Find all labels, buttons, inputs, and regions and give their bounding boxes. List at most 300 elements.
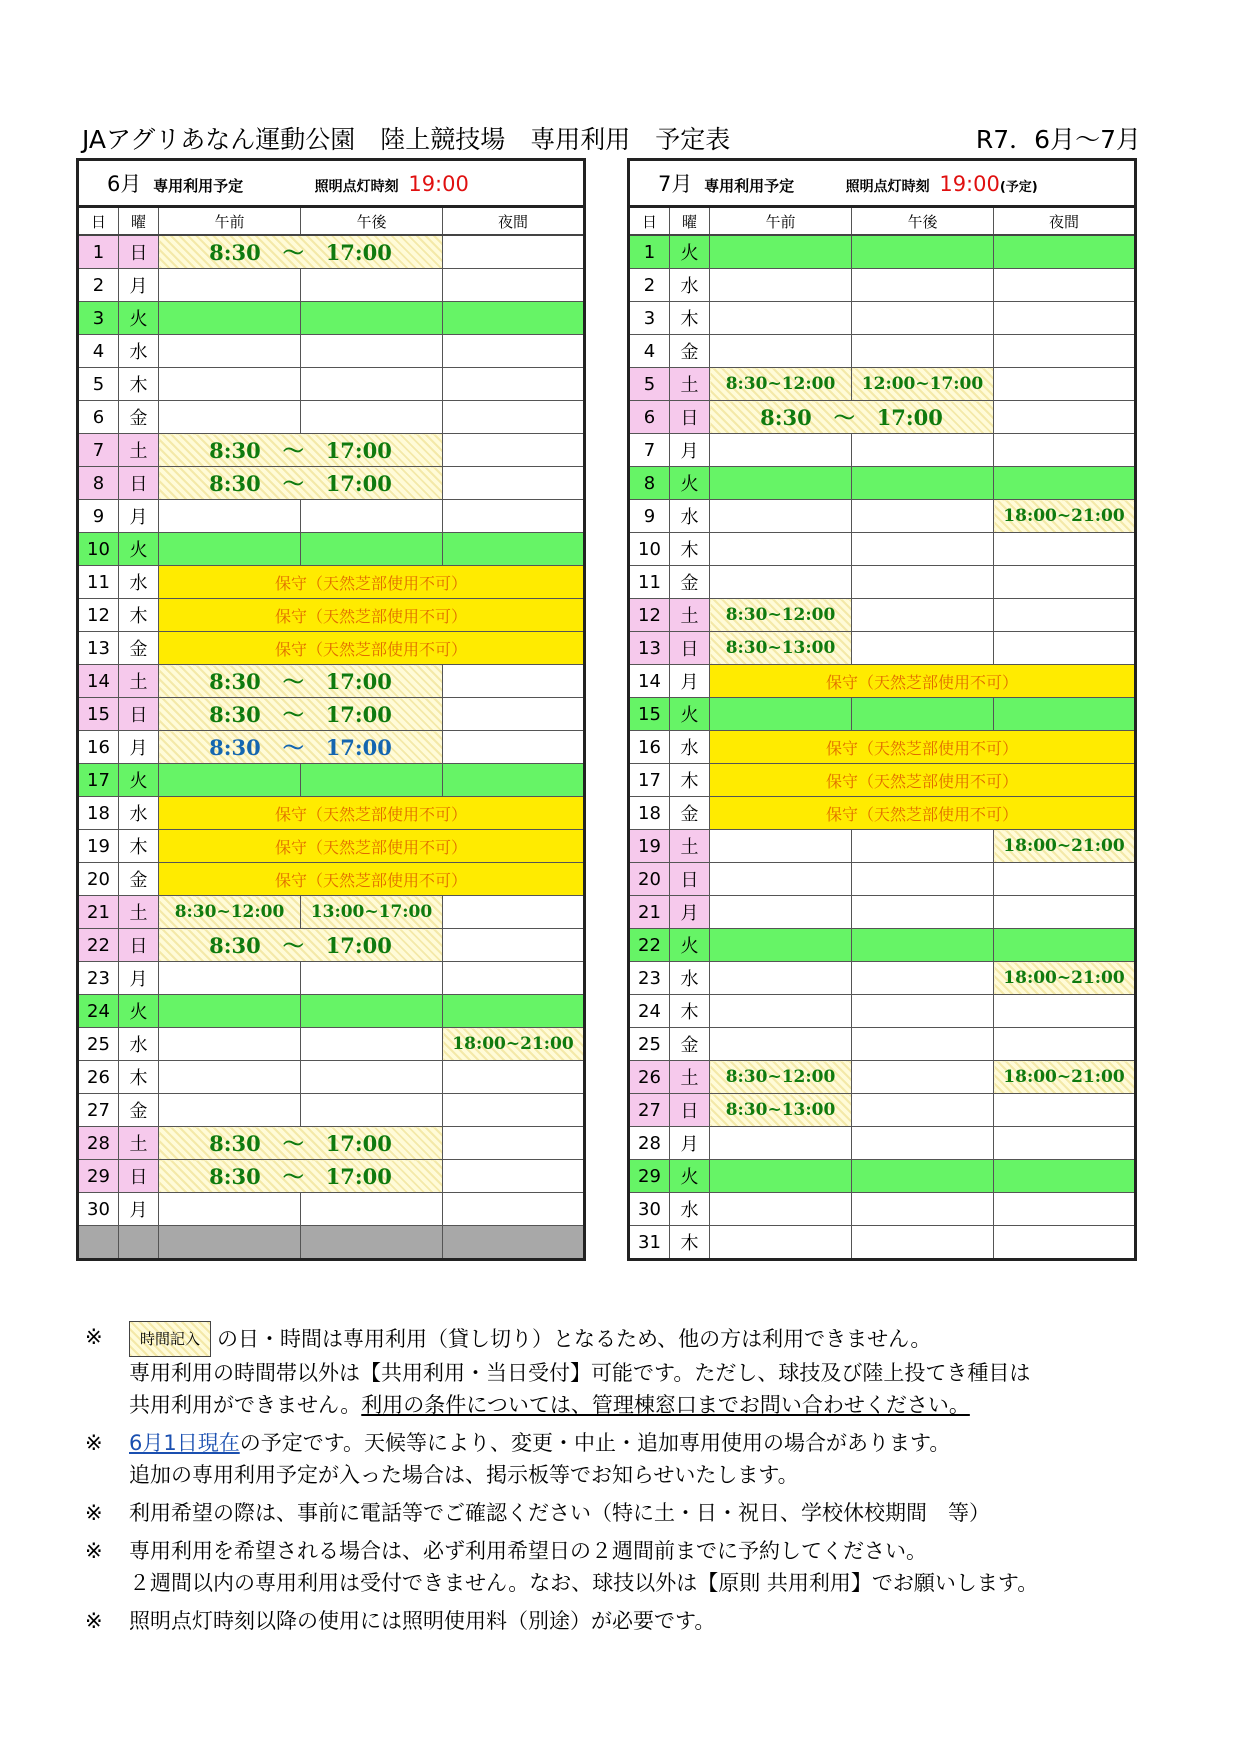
pm-cell: [852, 434, 994, 467]
table-row: [629, 896, 1136, 929]
weekday-cell: 水: [119, 1028, 159, 1061]
night-cell: [994, 533, 1136, 566]
am-cell: [710, 401, 994, 434]
pm-cell: [301, 962, 443, 995]
day-cell: 3: [629, 302, 670, 335]
month-label: 6月: [107, 172, 142, 196]
night-cell: [443, 1061, 585, 1094]
table-row: [629, 764, 1136, 797]
weekday-cell: 水: [119, 797, 159, 830]
night-cell: [994, 632, 1136, 665]
weekday-cell: 水: [670, 962, 710, 995]
night-cell: [994, 335, 1136, 368]
weekday-cell: 木: [670, 533, 710, 566]
note-2-line-1: の予定です。天候等により、変更・中止・追加専用使用の場合があります。: [239, 1431, 951, 1455]
end-time: 17:00: [325, 702, 392, 727]
weekday-cell: 土: [119, 665, 159, 698]
maintenance-cell: 保守（天然芝部使用不可）: [159, 566, 585, 599]
night-cell: [994, 566, 1136, 599]
am-cell: [159, 962, 301, 995]
pm-cell: [852, 566, 994, 599]
night-cell: [994, 235, 1136, 269]
day-cell: 22: [629, 929, 670, 962]
day-cell: 11: [78, 566, 119, 599]
weekday-cell: 土: [119, 434, 159, 467]
table-row: [78, 1160, 585, 1193]
table-row: [629, 665, 1136, 698]
july-header: [629, 160, 1136, 207]
col-pm: 午後: [301, 207, 443, 236]
table-row: [629, 434, 1136, 467]
day-cell: 15: [629, 698, 670, 731]
am-cell: [159, 995, 301, 1028]
weekday-cell: 土: [119, 1127, 159, 1160]
am-cell: 8:30~13:00: [710, 632, 852, 665]
night-cell: [443, 1193, 585, 1226]
am-cell: [159, 335, 301, 368]
pm-cell: [852, 500, 994, 533]
day-cell: 16: [629, 731, 670, 764]
am-cell: [159, 665, 443, 698]
notes: [85, 1321, 1038, 1643]
weekday-cell: 火: [670, 235, 710, 269]
day-cell: 1: [78, 235, 119, 269]
night-cell: [443, 731, 585, 764]
weekday-cell: 月: [119, 731, 159, 764]
weekday-cell: 火: [670, 467, 710, 500]
day-cell: 27: [78, 1094, 119, 1127]
day-cell: 30: [78, 1193, 119, 1226]
weekday-cell: 日: [670, 632, 710, 665]
weekday-cell: 日: [119, 235, 159, 269]
table-row: [78, 863, 585, 896]
weekday-cell: 日: [670, 401, 710, 434]
note-2-line-2: 追加の専用利用予定が入った場合は、掲示板等でお知らせいたします。: [129, 1463, 799, 1487]
note-1-line-2: 専用利用の時間帯以外は【共用利用・当日受付】可能です。ただし、球技及び陸上投てき種目は: [129, 1361, 1031, 1385]
pm-cell: [852, 1226, 994, 1260]
am-cell: 8:30~12:00: [710, 368, 852, 401]
am-cell: [159, 235, 443, 269]
note-mark: ※: [85, 1501, 103, 1525]
day-cell: 19: [629, 830, 670, 863]
end-time: 17:00: [325, 735, 392, 760]
weekday-cell: 土: [119, 896, 159, 929]
am-cell: [159, 731, 443, 764]
end-time: 17:00: [325, 933, 392, 958]
am-cell: [159, 764, 301, 797]
am-cell: [159, 929, 443, 962]
pm-cell: [301, 401, 443, 434]
am-cell: [710, 830, 852, 863]
pm-cell: 13:00~17:00: [301, 896, 443, 929]
tilde-separator: ～: [282, 471, 304, 496]
pm-cell: [852, 467, 994, 500]
day-cell: 12: [78, 599, 119, 632]
weekday-cell: 月: [670, 434, 710, 467]
maintenance-cell: 保守（天然芝部使用不可）: [159, 797, 585, 830]
night-cell: [994, 995, 1136, 1028]
july-schedule-table: [627, 158, 1137, 1261]
table-row: [78, 269, 585, 302]
month-label: 7月: [658, 172, 693, 196]
maintenance-cell: 保守（天然芝部使用不可）: [710, 764, 1136, 797]
day-cell: 1: [629, 235, 670, 269]
weekday-cell: 月: [119, 269, 159, 302]
weekday-cell: 月: [670, 1127, 710, 1160]
weekday-cell: 水: [670, 269, 710, 302]
june-header: [78, 160, 585, 207]
night-cell: [443, 269, 585, 302]
table-row: [78, 731, 585, 764]
weekday-cell: 月: [670, 896, 710, 929]
note-3-line: 利用希望の際は、事前に電話等でご確認ください（特に土・日・祝日、学校休校期間 等）: [129, 1501, 990, 1525]
table-row: [78, 797, 585, 830]
day-cell: 28: [78, 1127, 119, 1160]
lighting-note: (予定): [999, 180, 1038, 195]
am-cell: [159, 434, 443, 467]
table-row: [78, 1127, 585, 1160]
night-cell: [443, 698, 585, 731]
am-cell: [159, 467, 443, 500]
pm-cell: [852, 302, 994, 335]
pm-cell: 12:00~17:00: [852, 368, 994, 401]
am-cell: [159, 368, 301, 401]
start-time: 8:30: [760, 405, 812, 430]
table-row: [629, 401, 1136, 434]
end-time: 17:00: [325, 438, 392, 463]
table-row: [78, 1028, 585, 1061]
am-cell: [710, 1226, 852, 1260]
day-cell: 4: [78, 335, 119, 368]
night-cell: [443, 1226, 585, 1260]
col-night: 夜間: [443, 207, 585, 236]
weekday-cell: 金: [119, 401, 159, 434]
am-cell: [710, 1127, 852, 1160]
start-time: 8:30: [209, 471, 261, 496]
table-row: [629, 599, 1136, 632]
weekday-cell: 水: [670, 1193, 710, 1226]
start-time: 8:30: [209, 240, 261, 265]
note-mark: ※: [85, 1609, 103, 1633]
table-row: [629, 863, 1136, 896]
pm-cell: [301, 335, 443, 368]
pm-cell: [301, 533, 443, 566]
pm-cell: [301, 302, 443, 335]
col-night: 夜間: [994, 207, 1136, 236]
am-cell: [710, 302, 852, 335]
weekday-cell: 土: [670, 830, 710, 863]
table-row: [629, 698, 1136, 731]
tilde-separator: ～: [282, 240, 304, 265]
night-cell: [443, 235, 585, 269]
night-cell: [443, 896, 585, 929]
night-cell: [443, 368, 585, 401]
table-row: [629, 797, 1136, 830]
start-time: 8:30: [209, 702, 261, 727]
table-row: [78, 566, 585, 599]
night-cell: [443, 500, 585, 533]
night-cell: [443, 1160, 585, 1193]
table-row: [78, 962, 585, 995]
weekday-cell: 火: [670, 698, 710, 731]
pm-cell: [301, 368, 443, 401]
am-cell: [159, 401, 301, 434]
pm-cell: [852, 1094, 994, 1127]
start-time: 8:30: [209, 669, 261, 694]
am-cell: [710, 1028, 852, 1061]
start-time: 8:30: [209, 1164, 261, 1189]
table-row: [629, 929, 1136, 962]
night-cell: [443, 467, 585, 500]
table-row: [629, 1061, 1136, 1094]
night-cell: 18:00~21:00: [994, 500, 1136, 533]
weekday-cell: 木: [119, 830, 159, 863]
day-cell: 13: [78, 632, 119, 665]
am-cell: [710, 995, 852, 1028]
maintenance-cell: 保守（天然芝部使用不可）: [159, 830, 585, 863]
pm-cell: [301, 1226, 443, 1260]
table-row: [629, 962, 1136, 995]
day-cell: 9: [629, 500, 670, 533]
weekday-cell: 土: [670, 1061, 710, 1094]
day-cell: 24: [78, 995, 119, 1028]
day-cell: 7: [629, 434, 670, 467]
tilde-separator: ～: [282, 933, 304, 958]
table-row: [78, 1226, 585, 1260]
table-row: [78, 599, 585, 632]
weekday-cell: 木: [119, 1061, 159, 1094]
table-row: [78, 467, 585, 500]
pm-cell: [301, 1061, 443, 1094]
table-row: [78, 335, 585, 368]
table-row: [629, 269, 1136, 302]
col-pm: 午後: [852, 207, 994, 236]
night-cell: [994, 401, 1136, 434]
night-cell: [994, 269, 1136, 302]
table-row: [629, 1193, 1136, 1226]
tilde-separator: ～: [282, 669, 304, 694]
table-row: [629, 1127, 1136, 1160]
night-cell: [994, 863, 1136, 896]
pm-cell: [852, 1160, 994, 1193]
table-row: [629, 995, 1136, 1028]
weekday-cell: 木: [670, 1226, 710, 1260]
note-mark: ※: [85, 1431, 103, 1455]
weekday-cell: 火: [119, 764, 159, 797]
am-cell: [710, 863, 852, 896]
day-cell: 15: [78, 698, 119, 731]
day-cell: 9: [78, 500, 119, 533]
am-cell: [710, 698, 852, 731]
day-cell: 20: [629, 863, 670, 896]
pm-cell: [852, 863, 994, 896]
night-cell: [994, 929, 1136, 962]
pm-cell: [852, 335, 994, 368]
weekday-cell: 火: [119, 995, 159, 1028]
note-mark: ※: [85, 1325, 103, 1349]
tilde-separator: ～: [833, 405, 855, 430]
tilde-separator: ～: [282, 1131, 304, 1156]
table-row: [78, 533, 585, 566]
day-cell: 29: [629, 1160, 670, 1193]
tilde-separator: ～: [282, 702, 304, 727]
weekday-cell: 木: [670, 995, 710, 1028]
day-cell: 18: [78, 797, 119, 830]
pm-cell: [852, 235, 994, 269]
note-2: [85, 1427, 1038, 1491]
am-cell: [159, 1094, 301, 1127]
tilde-separator: ～: [282, 735, 304, 760]
table-row: [78, 1094, 585, 1127]
note-4-line-1: 専用利用を希望される場合は、必ず利用希望日の２週間前までに予約してください。: [129, 1539, 927, 1563]
pm-cell: [852, 269, 994, 302]
night-cell: [994, 1226, 1136, 1260]
day-cell: 19: [78, 830, 119, 863]
maintenance-cell: 保守（天然芝部使用不可）: [710, 797, 1136, 830]
day-cell: 10: [629, 533, 670, 566]
pm-cell: [852, 1061, 994, 1094]
pm-cell: [852, 1028, 994, 1061]
day-cell: 12: [629, 599, 670, 632]
table-row: [629, 533, 1136, 566]
day-cell: 17: [78, 764, 119, 797]
table-row: [78, 896, 585, 929]
day-cell: 2: [78, 269, 119, 302]
day-cell: 4: [629, 335, 670, 368]
weekday-cell: 火: [119, 302, 159, 335]
weekday-cell: 水: [119, 335, 159, 368]
schedule-label: 専用利用予定: [153, 177, 244, 195]
lighting-time: 19:00: [939, 172, 1000, 196]
night-cell: [994, 1094, 1136, 1127]
am-cell: [710, 533, 852, 566]
maintenance-cell: 保守（天然芝部使用不可）: [159, 632, 585, 665]
weekday-cell: 金: [670, 566, 710, 599]
am-cell: [710, 500, 852, 533]
day-cell: 20: [78, 863, 119, 896]
legend-box: 時間記入: [129, 1321, 211, 1357]
am-cell: [710, 962, 852, 995]
day-cell: 24: [629, 995, 670, 1028]
weekday-cell: 土: [670, 599, 710, 632]
pm-cell: [301, 995, 443, 1028]
day-cell: 8: [629, 467, 670, 500]
night-cell: [443, 1094, 585, 1127]
night-cell: [443, 533, 585, 566]
night-cell: 18:00~21:00: [994, 830, 1136, 863]
table-row: [78, 995, 585, 1028]
am-cell: [159, 698, 443, 731]
pm-cell: [852, 533, 994, 566]
pm-cell: [852, 599, 994, 632]
weekday-cell: 金: [119, 863, 159, 896]
day-cell: 18: [629, 797, 670, 830]
note-4: [85, 1535, 1038, 1599]
day-cell: 30: [629, 1193, 670, 1226]
am-cell: [159, 1160, 443, 1193]
end-time: 17:00: [325, 1164, 392, 1189]
night-cell: 18:00~21:00: [443, 1028, 585, 1061]
end-time: 17:00: [325, 669, 392, 694]
tilde-separator: ～: [282, 1164, 304, 1189]
day-cell: 21: [78, 896, 119, 929]
night-cell: [994, 1193, 1136, 1226]
am-cell: [710, 269, 852, 302]
night-cell: [443, 434, 585, 467]
page-title: JAアグリあなん運動公園 陸上競技場 専用利用 予定表: [82, 125, 731, 154]
table-row: [629, 632, 1136, 665]
table-row: [629, 1028, 1136, 1061]
weekday-cell: 火: [119, 533, 159, 566]
table-row: [78, 764, 585, 797]
schedule-label: 専用利用予定: [704, 177, 795, 195]
note-1-line-3b: 利用の条件については、管理棟窓口までお問い合わせください。: [361, 1393, 970, 1417]
day-cell: 26: [78, 1061, 119, 1094]
pm-cell: [301, 764, 443, 797]
col-am: 午前: [159, 207, 301, 236]
end-time: 17:00: [325, 240, 392, 265]
night-cell: 18:00~21:00: [994, 1061, 1136, 1094]
maintenance-cell: 保守（天然芝部使用不可）: [159, 599, 585, 632]
day-cell: 7: [78, 434, 119, 467]
weekday-cell: 水: [670, 731, 710, 764]
day-cell: [78, 1226, 119, 1260]
weekday-cell: 木: [670, 302, 710, 335]
night-cell: [994, 1127, 1136, 1160]
am-cell: [710, 566, 852, 599]
pm-cell: [852, 1127, 994, 1160]
day-cell: 14: [78, 665, 119, 698]
weekday-cell: 土: [670, 368, 710, 401]
am-cell: [159, 533, 301, 566]
day-cell: 10: [78, 533, 119, 566]
weekday-cell: 日: [119, 698, 159, 731]
table-row: [78, 434, 585, 467]
am-cell: [159, 1226, 301, 1260]
weekday-cell: 月: [670, 665, 710, 698]
end-time: 17:00: [876, 405, 943, 430]
am-cell: [710, 1193, 852, 1226]
am-cell: 8:30~12:00: [159, 896, 301, 929]
night-cell: [994, 599, 1136, 632]
day-cell: 22: [78, 929, 119, 962]
tilde-separator: ～: [282, 438, 304, 463]
table-row: [78, 929, 585, 962]
weekday-cell: [119, 1226, 159, 1260]
weekday-cell: 木: [119, 599, 159, 632]
note-mark: ※: [85, 1539, 103, 1563]
day-cell: 6: [629, 401, 670, 434]
night-cell: [443, 302, 585, 335]
table-row: [629, 1226, 1136, 1260]
table-row: [78, 1193, 585, 1226]
table-row: [629, 1160, 1136, 1193]
am-cell: [710, 467, 852, 500]
col-weekday: 曜: [119, 207, 159, 236]
weekday-cell: 水: [670, 500, 710, 533]
day-cell: 31: [629, 1226, 670, 1260]
night-cell: [994, 302, 1136, 335]
end-time: 17:00: [325, 1131, 392, 1156]
night-cell: 18:00~21:00: [994, 962, 1136, 995]
period-label: R7．6月～7月: [975, 125, 1141, 154]
table-row: [629, 500, 1136, 533]
col-day: 日: [629, 207, 670, 236]
weekday-cell: 金: [119, 632, 159, 665]
night-cell: [443, 1127, 585, 1160]
night-cell: [994, 896, 1136, 929]
start-time: 8:30: [209, 735, 261, 760]
